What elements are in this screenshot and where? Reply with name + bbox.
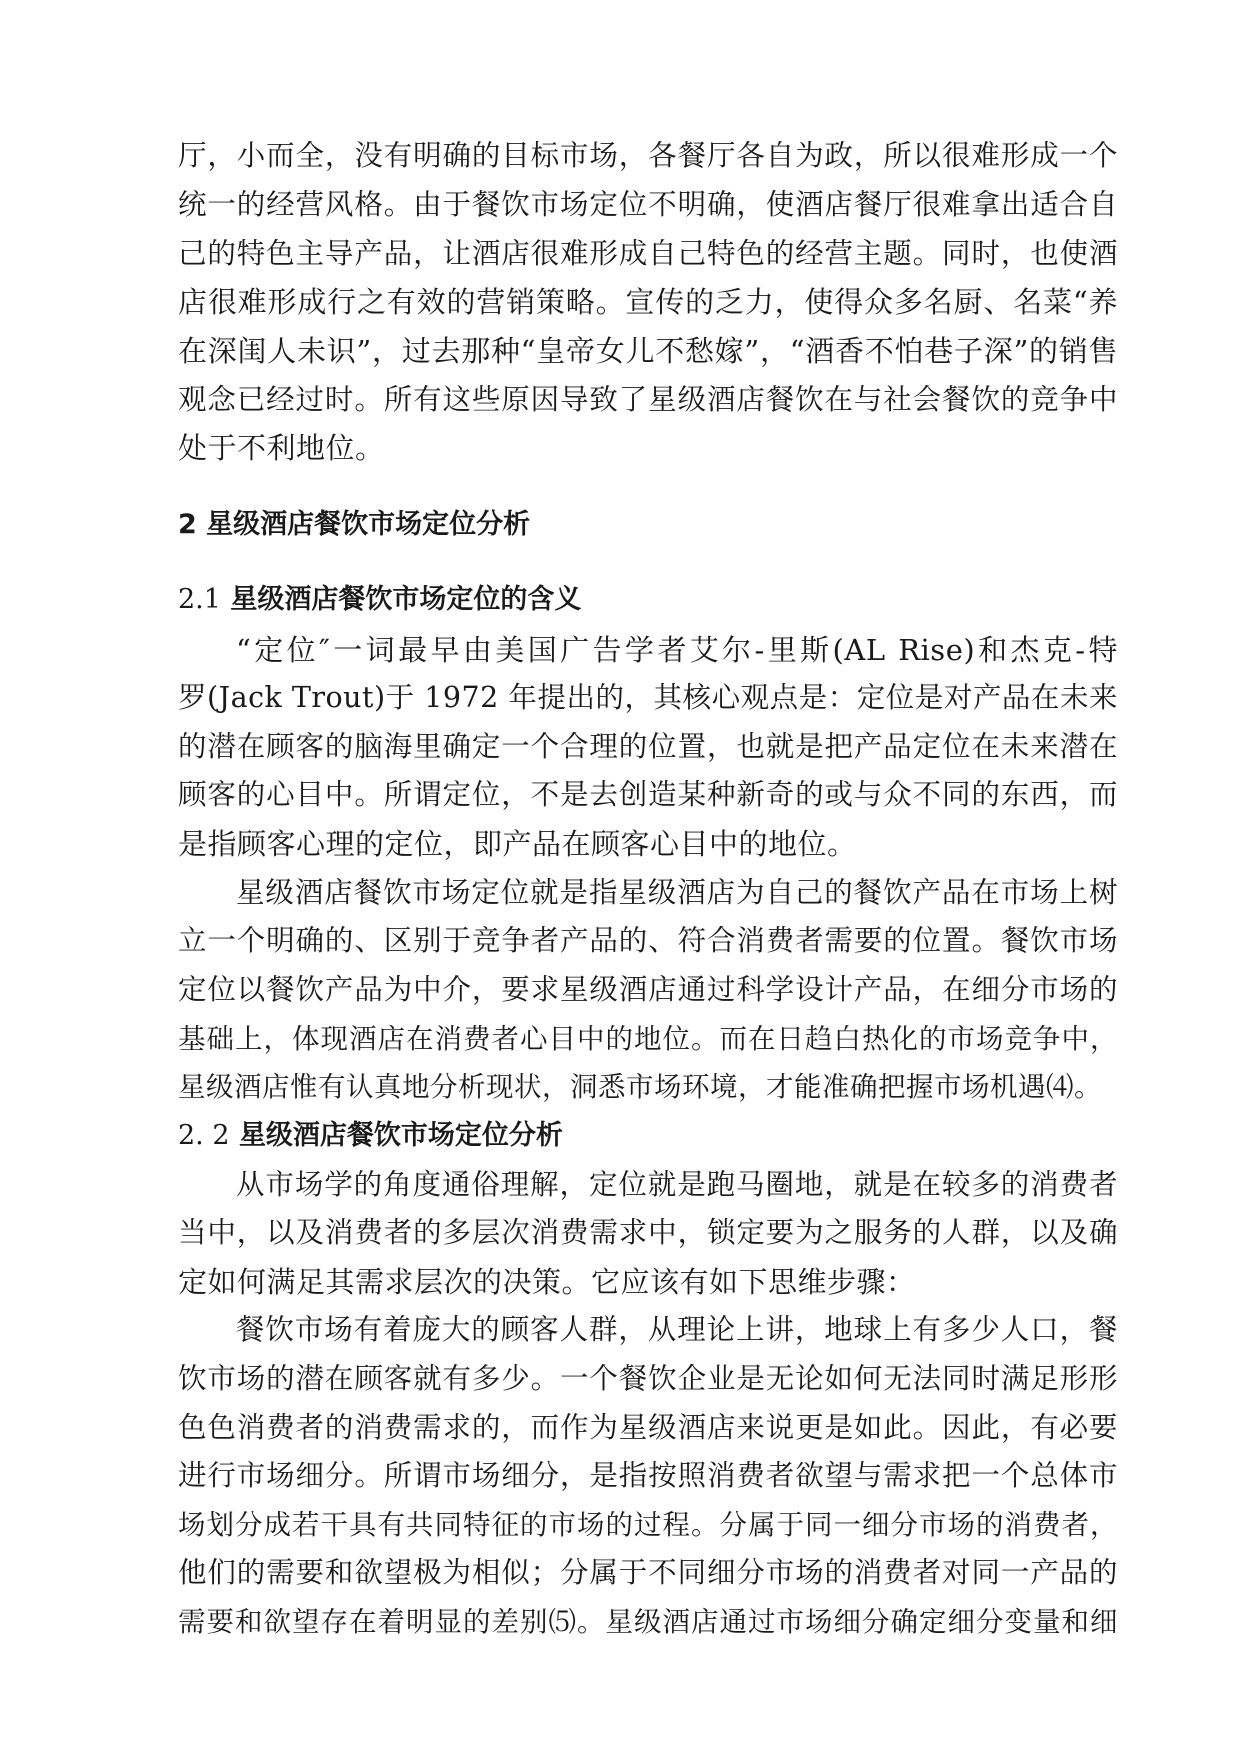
paragraph-line: 顾客的心目中。所谓定位，不是去创造某种新奇的或与众不同的东西，而 bbox=[178, 778, 1118, 811]
subsection-heading-2-1 bbox=[178, 580, 581, 620]
subsection-number: 2.1 bbox=[178, 584, 221, 615]
paragraph-line: 处于不利地位。 bbox=[178, 431, 385, 465]
subsection-title: 星级酒店餐饮市场定位分析 bbox=[238, 1120, 563, 1151]
paragraph-line: 观念已经过时。所有这些原因导致了星级酒店餐饮在与社会餐饮的竞争中 bbox=[178, 383, 1118, 416]
paragraph-line: 立一个明确的、区别于竞争者产品的、符合消费者需要的位置。餐饮市场 bbox=[178, 924, 1118, 957]
paragraph-line: 需要和欲望存在着明显的差别⑸。星级酒店通过市场细分确定细分变量和细 bbox=[178, 1606, 1118, 1638]
subsection-title: 星级酒店餐饮市场定位的含义 bbox=[230, 584, 582, 615]
paragraph-line: 己的特色主导产品，让酒店很难形成自己特色的经营主题。同时，也使酒 bbox=[178, 237, 1118, 270]
paragraph-line: 基础上，体现酒店在消费者心目中的地位。而在日趋白热化的市场竞争中， bbox=[178, 1023, 1118, 1055]
paragraph-line: 他们的需要和欲望极为相似；分属于不同细分市场的消费者对同一产品的 bbox=[178, 1556, 1118, 1589]
subsection-heading-2-2 bbox=[178, 1116, 563, 1156]
paragraph-line: 餐饮市场有着庞大的顾客人群，从理论上讲，地球上有多少人口，餐 bbox=[236, 1313, 1118, 1346]
paragraph-line: 当中，以及消费者的多层次消费需求中，锁定要为之服务的人群，以及确 bbox=[178, 1216, 1118, 1249]
paragraph-line: 统一的经营风格。由于餐饮市场定位不明确，使酒店餐厅很难拿出适合自 bbox=[178, 188, 1118, 221]
paragraph-line: 在深闺人未识”，过去那种“皇帝女儿不愁嫁”，“酒香不怕巷子深”的销售 bbox=[178, 334, 1118, 368]
paragraph-line: 从市场学的角度通俗理解，定位就是跑马圈地，就是在较多的消费者 bbox=[236, 1168, 1118, 1201]
paragraph-line: 是指顾客心理的定位，即产品在顾客心目中的地位。 bbox=[178, 827, 857, 861]
paragraph-line: 进行市场细分。所谓市场细分，是指按照消费者欲望与需求把一个总体市 bbox=[178, 1459, 1118, 1492]
paragraph-line: 定位以餐饮产品为中介，要求星级酒店通过科学设计产品，在细分市场的 bbox=[178, 973, 1118, 1006]
paragraph-line: 星级酒店餐饮市场定位就是指星级酒店为自己的餐饮产品在市场上树 bbox=[236, 876, 1118, 909]
section-heading: 2 星级酒店餐饮市场定位分析 bbox=[178, 509, 531, 540]
paragraph-line: 色色消费者的消费需求的，而作为星级酒店来说更是如此。因此，有必要 bbox=[178, 1411, 1118, 1444]
paragraph-line: 店很难形成行之有效的营销策略。宣传的乏力，使得众多名厨、名菜“养 bbox=[178, 285, 1118, 319]
paragraph-line: 饮市场的潜在顾客就有多少。一个餐饮企业是无论如何无法同时满足形形 bbox=[178, 1362, 1118, 1395]
paragraph-line: 星级酒店惟有认真地分析现状，洞悉市场环境，才能准确把握市场机遇⑷。 bbox=[178, 1071, 1102, 1103]
paragraph-line: 的潜在顾客的脑海里确定一个合理的位置，也就是把产品定位在未来潜在 bbox=[178, 730, 1118, 763]
paragraph-line: 场划分成若干具有共同特征的市场的过程。分属于同一细分市场的消费者， bbox=[178, 1509, 1118, 1541]
paragraph-line: 定如何满足其需求层次的决策。它应该有如下思维步骤： bbox=[178, 1265, 916, 1299]
subsection-number: 2. 2 bbox=[178, 1120, 230, 1151]
paragraph-line: “定位″一词最早由美国广告学者艾尔-里斯(AL Rise)和杰克-特 bbox=[236, 633, 1118, 667]
paragraph-line: 厅，小而全，没有明确的目标市场，各餐厅各自为政，所以很难形成一个 bbox=[178, 139, 1118, 172]
paragraph-line: 罗(Jack Trout)于 1972 年提出的，其核心观点是：定位是对产品在未来 bbox=[178, 681, 1118, 714]
